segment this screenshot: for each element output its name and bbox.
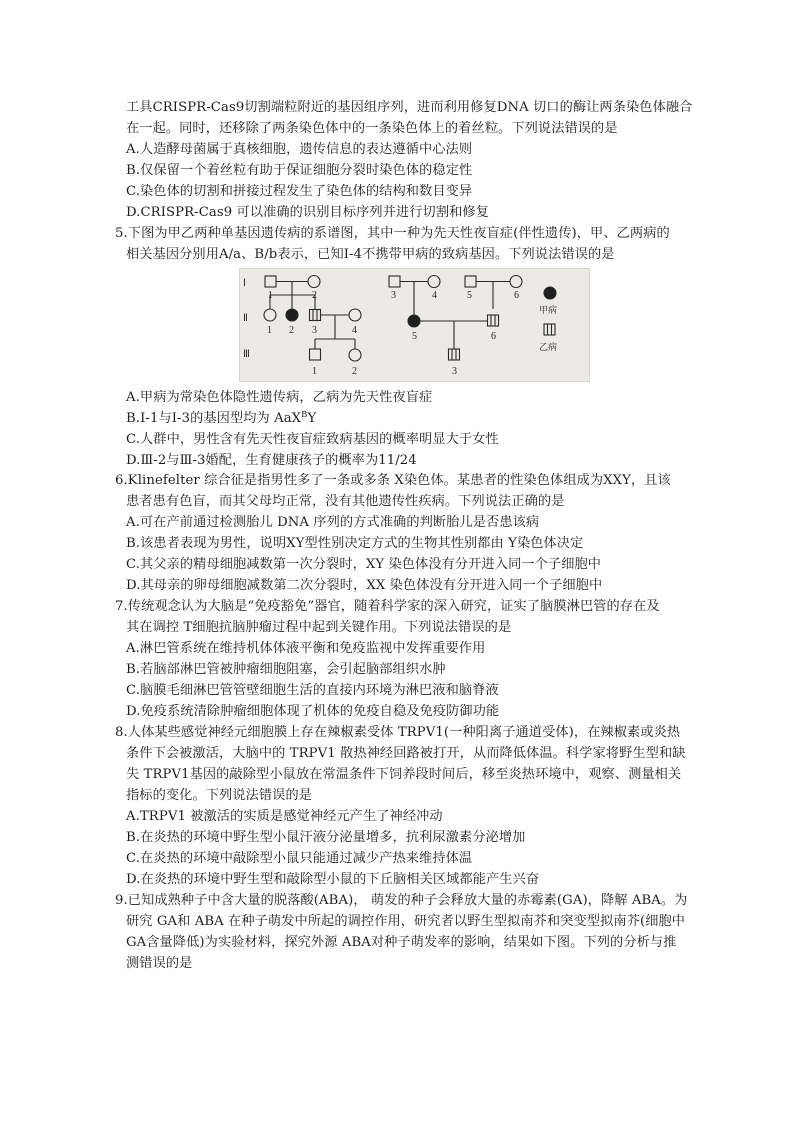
- q9-stem-line-1: 9.已知成熟种子中含大量的脱落酸(ABA)， 萌发的种子会释放大量的赤霉素(GA)，降解 ABA。为: [115, 893, 688, 908]
- individual-II-4: [349, 309, 361, 321]
- legend-label-disease-a: 甲病: [539, 306, 558, 316]
- q7-option-d: D.免疫系统清除肿瘤细胞体现了机体的免疫自稳及免疫防御功能: [126, 704, 500, 719]
- individual-I-2: [308, 276, 320, 288]
- q5-option-c: C.人群中，男性含有先天性夜盲症致病基因的概率明显大于女性: [126, 432, 499, 447]
- q5-option-b: B.Ⅰ-1与Ⅰ-3的基因型均为 AaX$^B$Y: [126, 410, 317, 426]
- label-II-3: 3: [312, 325, 317, 336]
- label-I-1: 1: [268, 290, 273, 301]
- q8-option-c: C.在炎热的环境中敲除型小鼠只能通过减少产热来维持体温: [126, 851, 473, 866]
- label-I-6: 6: [514, 290, 519, 301]
- label-II-4: 4: [352, 325, 357, 336]
- label-II-5: 5: [412, 331, 417, 342]
- label-III-1: 1: [312, 366, 317, 377]
- individual-II-2-affected-a: [286, 309, 298, 321]
- legend-swatch-disease-a: [544, 287, 556, 299]
- q5-stem-line-2: 相关基因分别用A/a、B/b表示，已知Ⅰ-4不携带甲病的致病基因。下列说法错误的是: [126, 247, 615, 262]
- q4-option-c: C.染色体的切割和拼接过程发生了染色体的结构和数目变异: [126, 184, 473, 199]
- q7-stem-line-2: 其在调控 T细胞抗脑肿瘤过程中起到关键作用。下列说法错误的是: [126, 620, 512, 635]
- q4-option-a: A.人造酵母菌属于真核细胞，遗传信息的表达遵循中心法则: [126, 142, 473, 157]
- pedigree-chart: [240, 269, 589, 381]
- q4-stem-line-1: 工具CRISPR-Cas9切割端粒附近的基因组序列，进而利用修复DNA 切口的酶让两条染色体融合: [126, 100, 693, 115]
- q6-stem-line-1: 6.Klinefelter 综合征是指男性多了一条或多条 X染色体。某患者的性染色体组成为XXY，且该: [115, 473, 671, 488]
- individual-I-6: [510, 276, 522, 288]
- gen-label-3: Ⅲ: [243, 349, 250, 360]
- individual-I-3: [389, 276, 400, 287]
- label-I-5: 5: [467, 290, 472, 301]
- label-II-1: 1: [267, 325, 272, 336]
- q4-option-b: B.仅保留一个着丝粒有助于保证细胞分裂时染色体的稳定性: [126, 163, 473, 178]
- q8-stem-line-2: 条件下会被激活，大脑中的 TRPV1 散热神经回路被打开，从而降低体温。科学家将野生型和缺: [126, 746, 686, 761]
- individual-II-5-affected-a: [408, 315, 420, 327]
- label-I-3: 3: [391, 290, 396, 301]
- q8-stem-line-1: 8.人体某些感觉神经元细胞膜上存在辣椒素受体 TRPV1(一种阳离子通道受体)，在辣椒素或炎热: [115, 725, 681, 740]
- individual-III-1: [310, 349, 321, 360]
- q9-stem-line-2: 研究 GA和 ABA 在种子萌发中所起的调控作用，研究者以野生型拟南芥和突变型拟南芥(细胞中: [126, 914, 686, 929]
- pedigree-figure: [239, 268, 590, 382]
- q8-stem-line-3: 失 TRPV1基因的敲除型小鼠放在常温条件下饲养段时间后，移至炎热环境中，观察、测量相关: [126, 767, 682, 782]
- q4-stem-line-2: 在一起。同时，还移除了两条染色体中的一条染色体上的着丝粒。下列说法错误的是: [126, 121, 618, 136]
- q8-option-d: D.在炎热的环境中野生型和敲除型小鼠的下丘脑相关区域都能产生兴奋: [126, 872, 540, 887]
- individual-III-2: [349, 349, 361, 361]
- individual-II-3-affected-b: [310, 310, 321, 321]
- q6-option-a: A.可在产前通过检测胎儿 DNA 序列的方式准确的判断胎儿是否患该病: [126, 515, 540, 530]
- q5-stem-line-1: 5.下图为甲乙两种单基因遗传病的系谱图，其中一种为先天性夜盲症(伴性遗传)，甲、乙两病的: [115, 226, 670, 241]
- individual-III-3-affected-b: [449, 349, 460, 360]
- q8-stem-line-4: 指标的变化。下列说法错误的是: [126, 788, 313, 803]
- individual-II-6-affected-b: [488, 315, 499, 326]
- label-III-2: 2: [352, 366, 357, 377]
- q7-option-b: B.若脑部淋巴管被肿瘤细胞阻塞，会引起脑部组织水肿: [126, 662, 446, 677]
- q6-option-b: B.该患者表现为男性，说明XY型性别决定方式的生物其性别都由 Y染色体决定: [126, 536, 584, 551]
- legend-swatch-disease-b: [544, 324, 555, 335]
- legend-label-disease-b: 乙病: [539, 343, 558, 353]
- q7-stem-line-1: 7.传统观念认为大脑是“免疫豁免”器官，随着科学家的深入研究，证实了脑膜淋巴管的存在及: [115, 599, 660, 614]
- label-I-4: 4: [432, 290, 437, 301]
- q9-stem-line-4: 测错误的是: [126, 956, 193, 971]
- q5-option-a: A.甲病为常染色体隐性遗传病，乙病为先天性夜盲症: [126, 390, 433, 405]
- label-III-3: 3: [452, 366, 457, 377]
- gen-label-1: Ⅰ: [243, 278, 246, 289]
- individual-I-1: [265, 276, 276, 287]
- q7-option-a: A.淋巴管系统在维持机体体液平衡和免疫监视中发挥重要作用: [126, 641, 486, 656]
- label-II-2: 2: [289, 325, 294, 336]
- q6-option-d: D.其母亲的卵母细胞减数第二次分裂时，XX 染色体没有分开进入同一个子细胞中: [126, 578, 603, 593]
- q5-option-d: D.Ⅲ-2与Ⅲ-3婚配，生育健康孩子的概率为11/24: [126, 453, 417, 468]
- q8-option-a: A.TRPV1 被激活的实质是感觉神经元产生了神经冲动: [126, 809, 443, 824]
- individual-I-5: [465, 276, 476, 287]
- individual-II-1: [264, 309, 276, 321]
- individual-I-4: [428, 276, 440, 288]
- q4-option-d: D.CRISPR-Cas9 可以准确的识别目标序列并进行切割和修复: [126, 205, 489, 220]
- label-I-2: 2: [312, 290, 317, 301]
- label-II-6: 6: [491, 331, 496, 342]
- q6-option-c: C.其父亲的精母细胞减数第一次分裂时，XY 染色体没有分开进入同一个子细胞中: [126, 557, 602, 572]
- q6-stem-line-2: 患者患有色盲，而其父母均正常，没有其他遗传性疾病。下列说法正确的是: [126, 494, 565, 509]
- gen-label-2: Ⅱ: [243, 313, 248, 324]
- q7-option-c: C.脑膜毛细淋巴管管壁细胞生活的直接内环境为淋巴液和脑脊液: [126, 683, 499, 698]
- q8-option-b: B.在炎热的环境中野生型小鼠汗液分泌量增多，抗利尿激素分泌增加: [126, 830, 526, 845]
- q9-stem-line-3: GA含量降低)为实验材料，探究外源 ABA对种子萌发率的影响，结果如下图。下列的分析与推: [126, 935, 677, 950]
